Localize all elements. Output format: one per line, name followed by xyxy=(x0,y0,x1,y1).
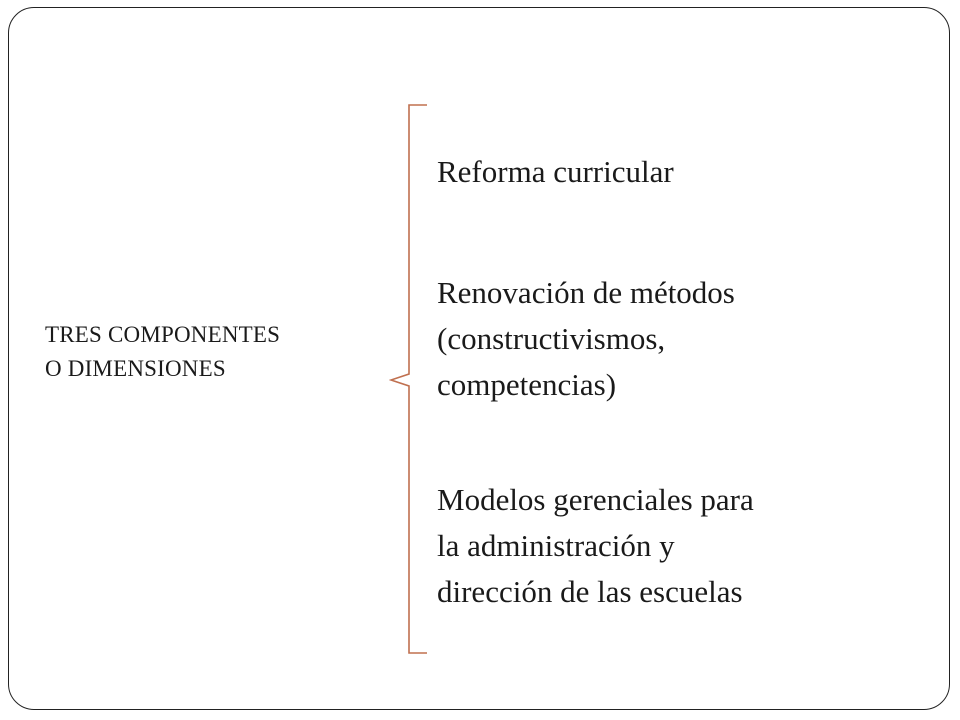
brace-path xyxy=(391,105,427,653)
item-line: Renovación de métodos xyxy=(437,275,735,310)
item-line: Reforma curricular xyxy=(437,154,674,189)
slide-frame xyxy=(8,7,950,710)
item-line: competencias) xyxy=(437,367,617,402)
component-item xyxy=(437,149,674,195)
components-label xyxy=(45,318,280,386)
label-line-2: O DIMENSIONES xyxy=(45,356,226,381)
component-item xyxy=(437,477,754,615)
item-line: (constructivismos, xyxy=(437,321,666,356)
curly-brace xyxy=(389,104,429,654)
item-line: la administración y xyxy=(437,528,675,563)
label-line-1: TRES COMPONENTES xyxy=(45,322,281,347)
item-line: Modelos gerenciales para xyxy=(437,482,754,517)
item-line: dirección de las escuelas xyxy=(437,574,743,609)
component-item xyxy=(437,270,735,408)
